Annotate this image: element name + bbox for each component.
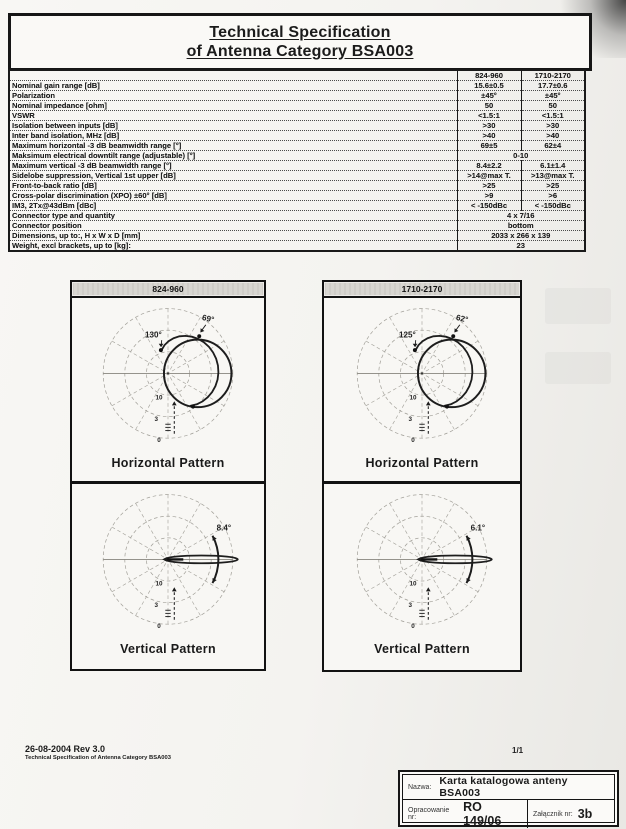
spec-row-value-band-2: < -150dBc	[521, 201, 585, 211]
spec-table	[8, 69, 586, 252]
spec-row-value-band-1: <1.5:1	[457, 111, 521, 121]
vertical-pattern-caption: Vertical Pattern	[374, 642, 470, 656]
stamp-row-nazwa	[403, 775, 614, 800]
spec-row-value-band-2: 17.7±0.6	[521, 81, 585, 91]
svg-text:6.1°: 6.1°	[470, 523, 486, 533]
horizontal-pattern-caption: Horizontal Pattern	[365, 456, 479, 470]
vertical-pattern-chart	[78, 484, 258, 642]
spec-row-value-band-2: >40	[521, 131, 585, 141]
footer-doc-name: Technical Specification of Antenna Category BSA003	[25, 755, 171, 761]
spec-row-label: Polarization	[9, 91, 457, 101]
spec-row-value-band-1: 69±5	[457, 141, 521, 151]
horizontal-pattern-chart	[332, 298, 512, 456]
svg-text:0: 0	[157, 622, 161, 630]
scan-artifact-ghost	[545, 288, 611, 324]
svg-text:10: 10	[409, 394, 417, 402]
vertical-pattern-caption: Vertical Pattern	[120, 642, 216, 656]
footer-date-rev: 26-08-2004 Rev 3.0	[25, 744, 106, 754]
stamp-opracowanie-label: Opracowanie nr:	[408, 807, 450, 821]
horizontal-pattern-caption: Horizontal Pattern	[111, 456, 225, 470]
spec-row-value-band-2: ±45°	[521, 91, 585, 101]
spec-row-value-span: 0-10	[457, 151, 585, 161]
spec-row	[9, 111, 585, 121]
svg-text:8.4°: 8.4°	[216, 523, 232, 533]
spec-header-band-1: 824-960	[457, 70, 521, 81]
horizontal-pattern-panel	[72, 298, 264, 484]
spec-row-label: Nominal gain range [dB]	[9, 81, 457, 91]
scan-artifact-ghost	[545, 352, 611, 384]
spec-row-label: Weight, excl brackets, up to [kg]:	[9, 241, 457, 252]
spec-row-value-band-1: 15.6±0.5	[457, 81, 521, 91]
spec-row-value-band-1: >30	[457, 121, 521, 131]
spec-row-label: Nominal impedance [ohm]	[9, 101, 457, 111]
spec-row-value-band-2: >25	[521, 181, 585, 191]
spec-header-empty	[9, 70, 457, 81]
svg-text:0: 0	[411, 436, 415, 444]
spec-row-value-band-2: 6.1±1.4	[521, 161, 585, 171]
document-title-line2: of Antenna Category BSA003	[186, 42, 414, 60]
spec-row-value-band-2: <1.5:1	[521, 111, 585, 121]
spec-row-value-band-1: >14@max T.	[457, 171, 521, 181]
stamp-nazwa-value: Karta katalogowa anteny BSA003	[439, 775, 568, 799]
spec-row-value-band-1: < -150dBc	[457, 201, 521, 211]
svg-text:3: 3	[154, 416, 159, 424]
svg-text:10: 10	[155, 394, 163, 402]
pattern-block-824-960	[70, 280, 266, 671]
spec-row	[9, 91, 585, 101]
svg-text:125°: 125°	[398, 330, 416, 340]
spec-row-label: Sidelobe suppression, Vertical 1st upper [dB]	[9, 171, 457, 181]
spec-row-value-band-2: 62±4	[521, 141, 585, 151]
spec-row	[9, 211, 585, 221]
spec-row	[9, 151, 585, 161]
spec-row-label: Connector type and quantity	[9, 211, 457, 221]
spec-row-label: Dimensions, up to:, H x W x D [mm]	[9, 231, 457, 241]
spec-row-value-band-1: >9	[457, 191, 521, 201]
spec-row-label: Maximum vertical -3 dB beamwidth range [°]	[9, 161, 457, 171]
spec-row	[9, 101, 585, 111]
spec-row	[9, 121, 585, 131]
pattern-block-1710-2170	[322, 280, 522, 672]
horizontal-pattern-chart	[78, 298, 258, 456]
spec-row	[9, 201, 585, 211]
vertical-pattern-panel	[72, 484, 264, 666]
spec-row	[9, 181, 585, 191]
title-box	[8, 13, 592, 71]
svg-text:130°: 130°	[144, 330, 162, 340]
svg-text:3: 3	[408, 416, 413, 424]
spec-row	[9, 161, 585, 171]
stamp-nazwa-label: Nazwa:	[408, 783, 432, 791]
spec-row-value-band-2: >13@max T.	[521, 171, 585, 181]
spec-row-value-band-2: 50	[521, 101, 585, 111]
spec-row	[9, 231, 585, 241]
stamp-row-numbers	[403, 800, 614, 828]
svg-text:10: 10	[155, 580, 163, 588]
svg-text:3: 3	[408, 602, 413, 610]
stamp-opracowanie-value: RO 149/06	[463, 800, 502, 828]
spec-row-label: Cross-polar discrimination (XPO) ±60° [dB]	[9, 191, 457, 201]
beamwidth-arc	[162, 336, 219, 406]
spec-row-label: Inter band isolation, MHz [dB]	[9, 131, 457, 141]
footer	[25, 744, 171, 761]
spec-row-label: VSWR	[9, 111, 457, 121]
spec-row-label: Front-to-back ratio [dB]	[9, 181, 457, 191]
stamp-zalacznik-label: Załącznik nr:	[533, 810, 573, 818]
spec-row-value-band-2: >30	[521, 121, 585, 131]
spec-row-value-band-1: >25	[457, 181, 521, 191]
spec-row-value-band-1: ±45°	[457, 91, 521, 101]
svg-text:10: 10	[409, 580, 417, 588]
pattern-block-band-label: 824-960	[72, 282, 264, 298]
spec-row-label: Connector position	[9, 221, 457, 231]
spec-header-row	[9, 70, 585, 81]
spec-row-value-span: 23	[457, 241, 585, 252]
svg-text:3: 3	[154, 602, 159, 610]
spec-row-label: Maximum horizontal -3 dB beamwidth range [°]	[9, 141, 457, 151]
stamp-box	[398, 770, 619, 827]
svg-text:0: 0	[411, 622, 415, 630]
spec-row	[9, 191, 585, 201]
spec-row	[9, 221, 585, 231]
stamp-inner-frame	[402, 774, 615, 828]
svg-text:62°: 62°	[455, 313, 470, 325]
pattern-block-band-label: 1710-2170	[324, 282, 520, 298]
spec-row	[9, 141, 585, 151]
spec-row-value-band-1: 8.4±2.2	[457, 161, 521, 171]
stamp-cell-zalacznik	[527, 800, 614, 828]
spec-header-band-2: 1710-2170	[521, 70, 585, 81]
spec-row	[9, 131, 585, 141]
svg-text:69°: 69°	[201, 313, 216, 325]
spec-row-value-band-1: 50	[457, 101, 521, 111]
polar-grid	[357, 309, 487, 439]
vertical-pattern-panel	[324, 484, 520, 666]
vertical-pattern-chart	[332, 484, 512, 642]
spec-row-value-band-1: >40	[457, 131, 521, 141]
spec-row-value-span: bottom	[457, 221, 585, 231]
document-title-line1: Technical Specification	[209, 23, 391, 41]
spec-row	[9, 171, 585, 181]
page-number: 1/1	[512, 746, 524, 755]
spec-row-value-band-2: >6	[521, 191, 585, 201]
spec-row	[9, 81, 585, 91]
beamwidth-arc	[416, 336, 473, 406]
polar-grid	[103, 309, 233, 439]
stamp-cell-opracowanie	[403, 800, 527, 828]
stamp-zalacznik-value: 3b	[577, 807, 593, 821]
spec-row	[9, 241, 585, 252]
horizontal-pattern-panel	[324, 298, 520, 484]
spec-row-value-span: 4 x 7/16	[457, 211, 585, 221]
svg-text:0: 0	[157, 436, 161, 444]
spec-row-value-span: 2033 x 266 x 139	[457, 231, 585, 241]
spec-row-label: Maksimum electrical downtilt range (adjustable) [°]	[9, 151, 457, 161]
spec-row-label: IM3, 2Tx@43dBm [dBc]	[9, 201, 457, 211]
spec-row-label: Isolation between inputs [dB]	[9, 121, 457, 131]
